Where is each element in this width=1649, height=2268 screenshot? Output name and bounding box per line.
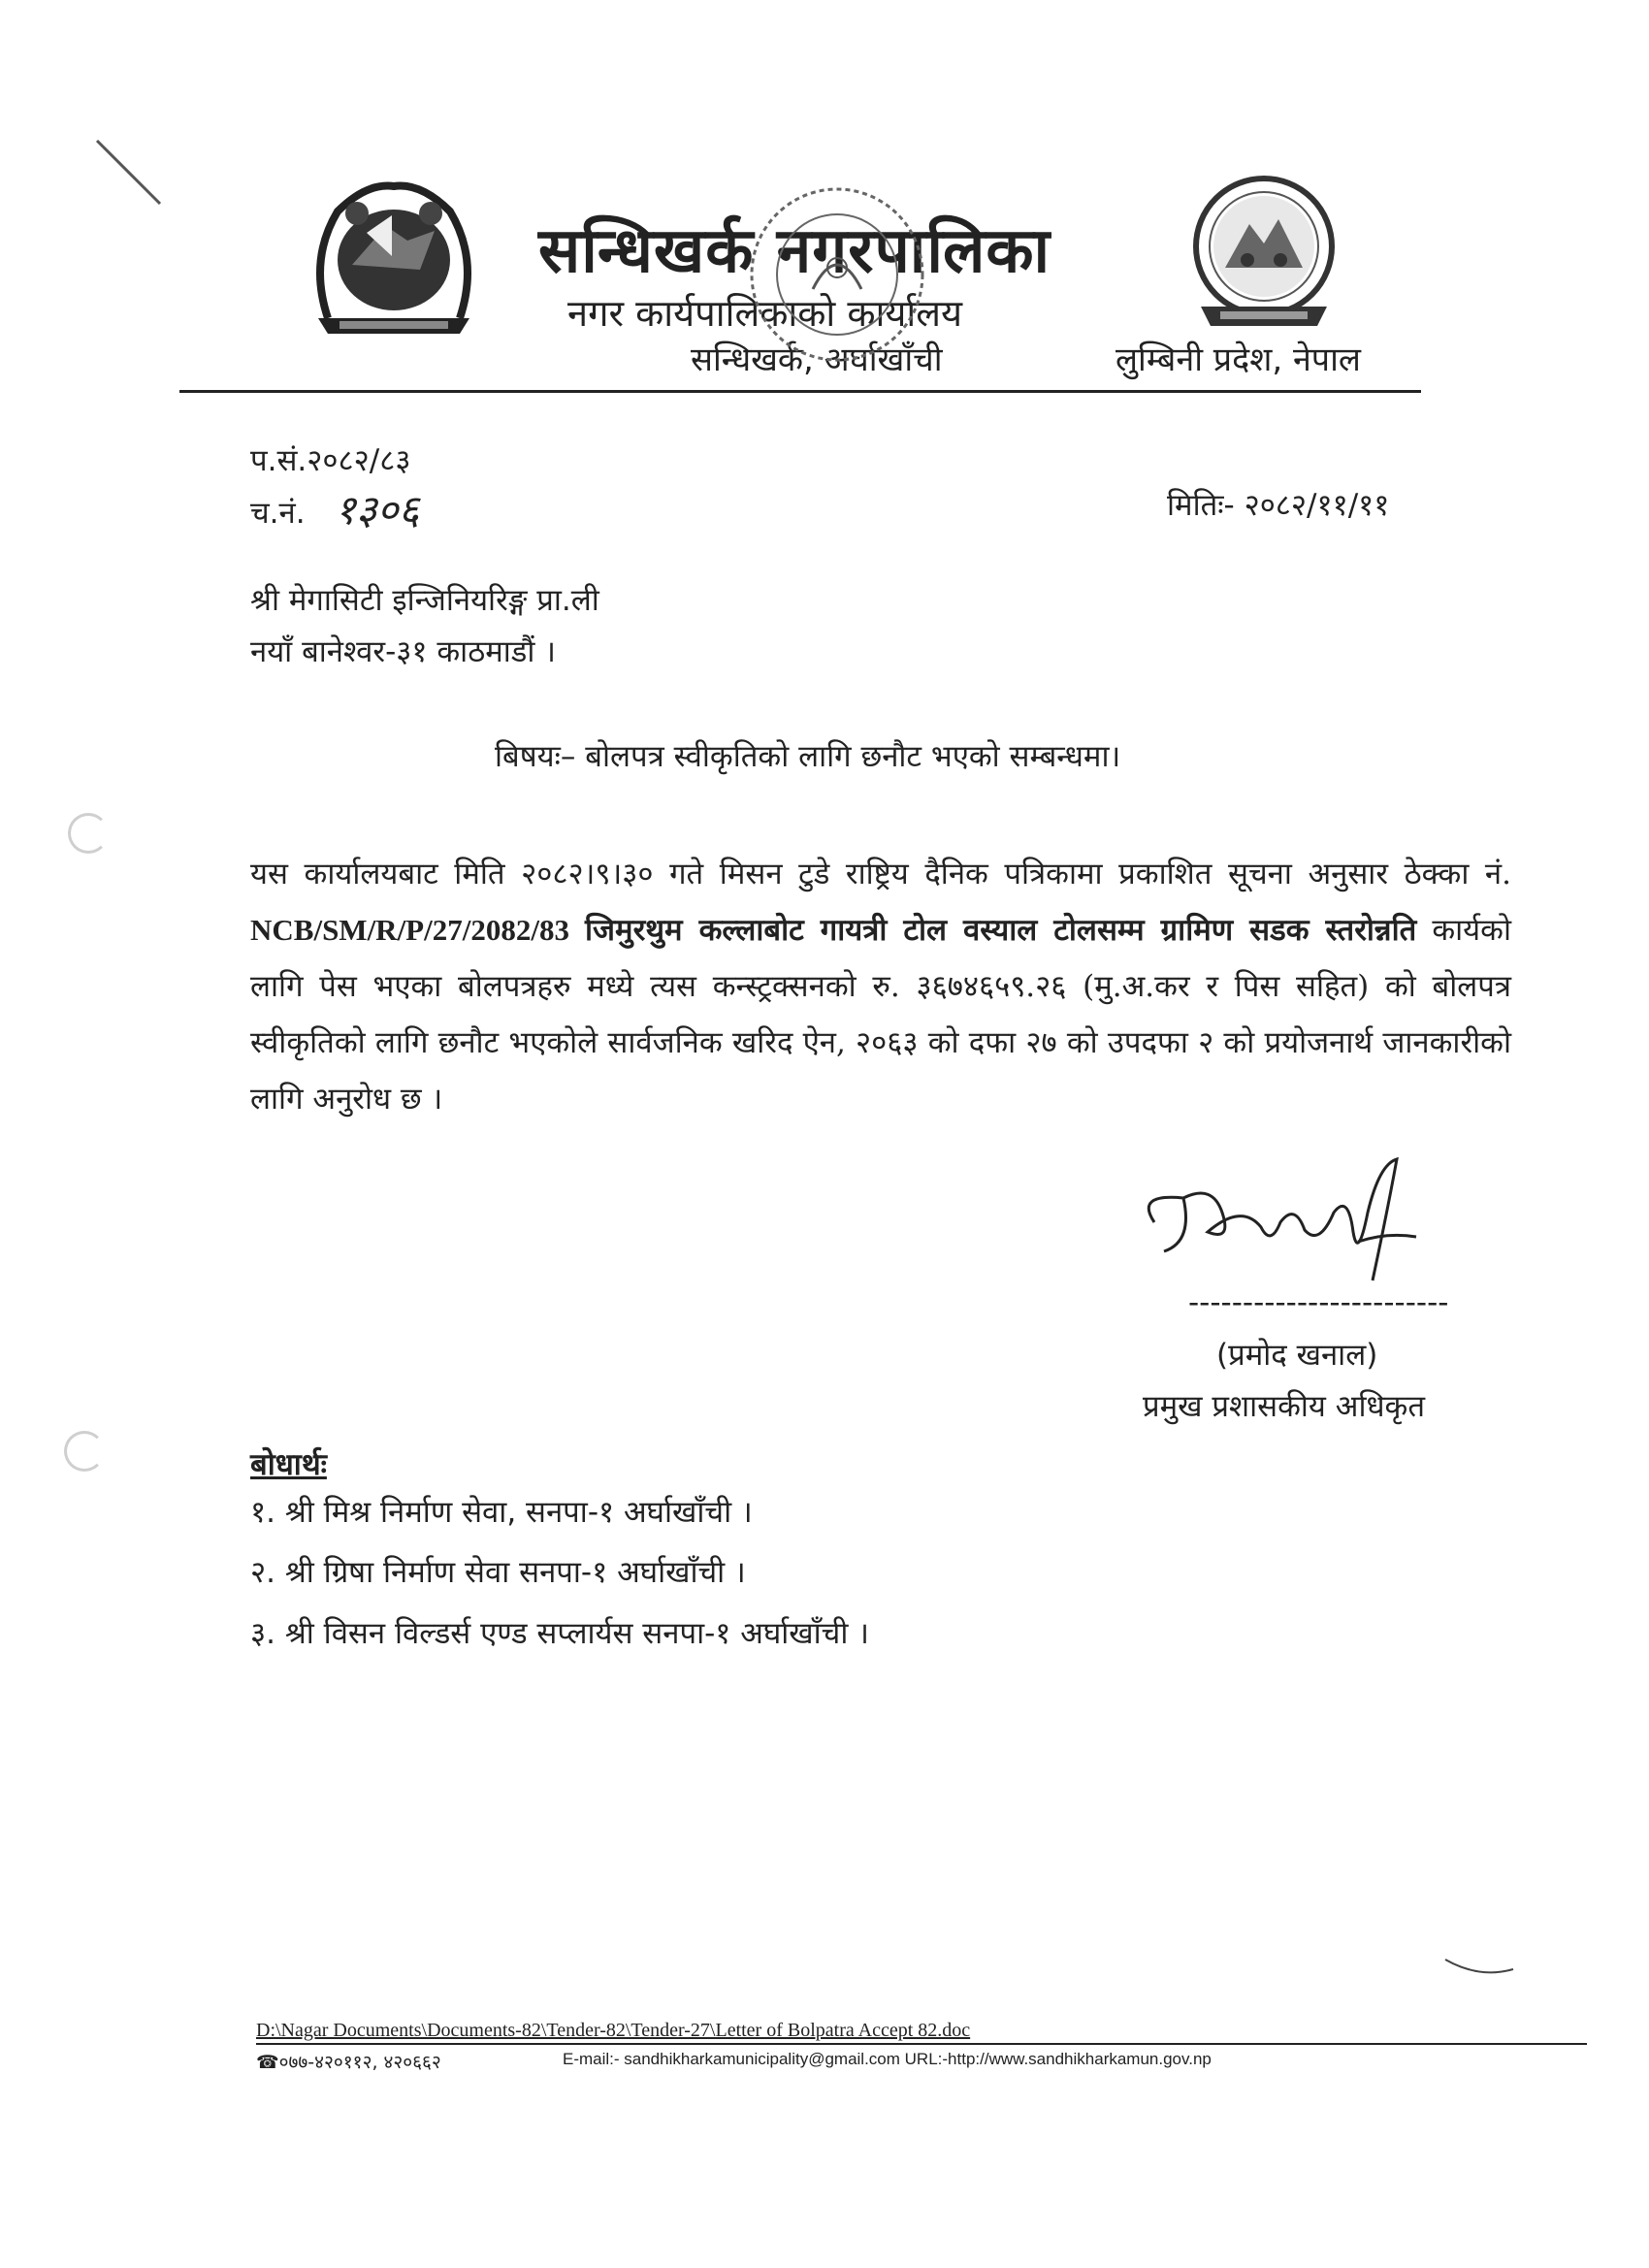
header-rule xyxy=(179,390,1421,393)
letter-number: प.सं.२०८२/८३ xyxy=(250,443,411,478)
province-name: लुम्बिनी प्रदेश, नेपाल xyxy=(1116,340,1361,379)
office-seal-stamp xyxy=(745,182,929,367)
project-name: जिमुरथुम कल्लाबोट गायत्री टोल वस्याल टोलसम्म ग्रामिण सडक स्तरोन्नति xyxy=(585,913,1417,948)
body-text-part1: यस कार्यालयबाट मिति २०८२।९।३० गते मिसन टुडे राष्ट्रिय दैनिक पत्रिकामा प्रकाशित सूचना अनुसार ठेक्का नं. xyxy=(250,857,1511,891)
letter-body xyxy=(250,846,1511,1127)
signatory-designation: प्रमुख प्रशासकीय अधिकृत xyxy=(1143,1389,1426,1424)
office-name: नगर कार्यपालिकाको कार्यालय xyxy=(567,292,963,335)
recipient-address: नयाँ बानेश्वर-३१ काठमाडौं । xyxy=(250,634,557,669)
dispatch-label: च.नं. xyxy=(250,496,306,531)
government-emblem xyxy=(299,173,489,340)
cc-item: ३. श्री विसन विल्डर्स एण्ड सप्लार्यस सनपा-१ अर्घाखाँची । xyxy=(250,1616,869,1651)
signatory-name: (प्रमोद खनाल) xyxy=(1216,1338,1378,1373)
scan-mark xyxy=(1440,1955,1518,1984)
municipality-name: सन्धिखर्क नगरपालिका xyxy=(538,215,1051,287)
scan-mark xyxy=(92,136,170,213)
cc-item: २. श्री ग्रिषा निर्माण सेवा सनपा-१ अर्घाखाँची । xyxy=(250,1555,746,1590)
phone-numbers: ☎०७७-४२०११२, ४२०६६२ xyxy=(256,2052,441,2073)
cc-item: १. श्री मिश्र निर्माण सेवा, सनपा-१ अर्घाखाँची । xyxy=(250,1495,753,1530)
contact-info: E-mail:- sandhikharkamunicipality@gmail.com URL:-http://www.sandhikharkamun.gov.np xyxy=(563,2050,1212,2068)
footer-rule xyxy=(256,2043,1587,2045)
cc-title: बोधार्थः xyxy=(250,1447,327,1482)
file-path: D:\Nagar Documents\Documents-82\Tender-82\Tender-27\Letter of Bolpatra Accept 82.doc xyxy=(256,2020,971,2041)
letter-date: मितिः- २०८२/११/११ xyxy=(1167,488,1390,523)
body-text-part2: कार्यको लागि पेस भएका बोलपत्रहरु मध्ये त्यस कन्स्ट्रक्सनको रु. ३६७४६५९.२६ (मु.अ.कर र पिस सहित) को बोलपत्र स्वीकृतिको लागि छनौट भएकोले सार्वजनिक खरिद ऐन, २०६३ को दफा २७ को उपदफा २ को प्रयोजनार्थ जानकारीको लागि अनुरोध छ । xyxy=(250,913,1511,1117)
contract-number: NCB/SM/R/P/27/2082/83 xyxy=(250,913,569,947)
municipality-logo xyxy=(1181,171,1346,338)
signature-line: ------------------------ xyxy=(1188,1285,1449,1320)
recipient-name: श्री मेगासिटी इन्जिनियरिङ्ग प्रा.ली xyxy=(250,583,599,618)
letter-subject: बिषयः– बोलपत्र स्वीकृतिको लागि छनौट भएको सम्बन्धमा। xyxy=(495,739,1121,774)
punch-hole-top xyxy=(68,813,109,854)
dispatch-number: १३०६ xyxy=(335,486,420,534)
punch-hole-bottom xyxy=(64,1431,105,1472)
office-location: सन्धिखर्क, अर्घाखाँची xyxy=(691,340,943,379)
